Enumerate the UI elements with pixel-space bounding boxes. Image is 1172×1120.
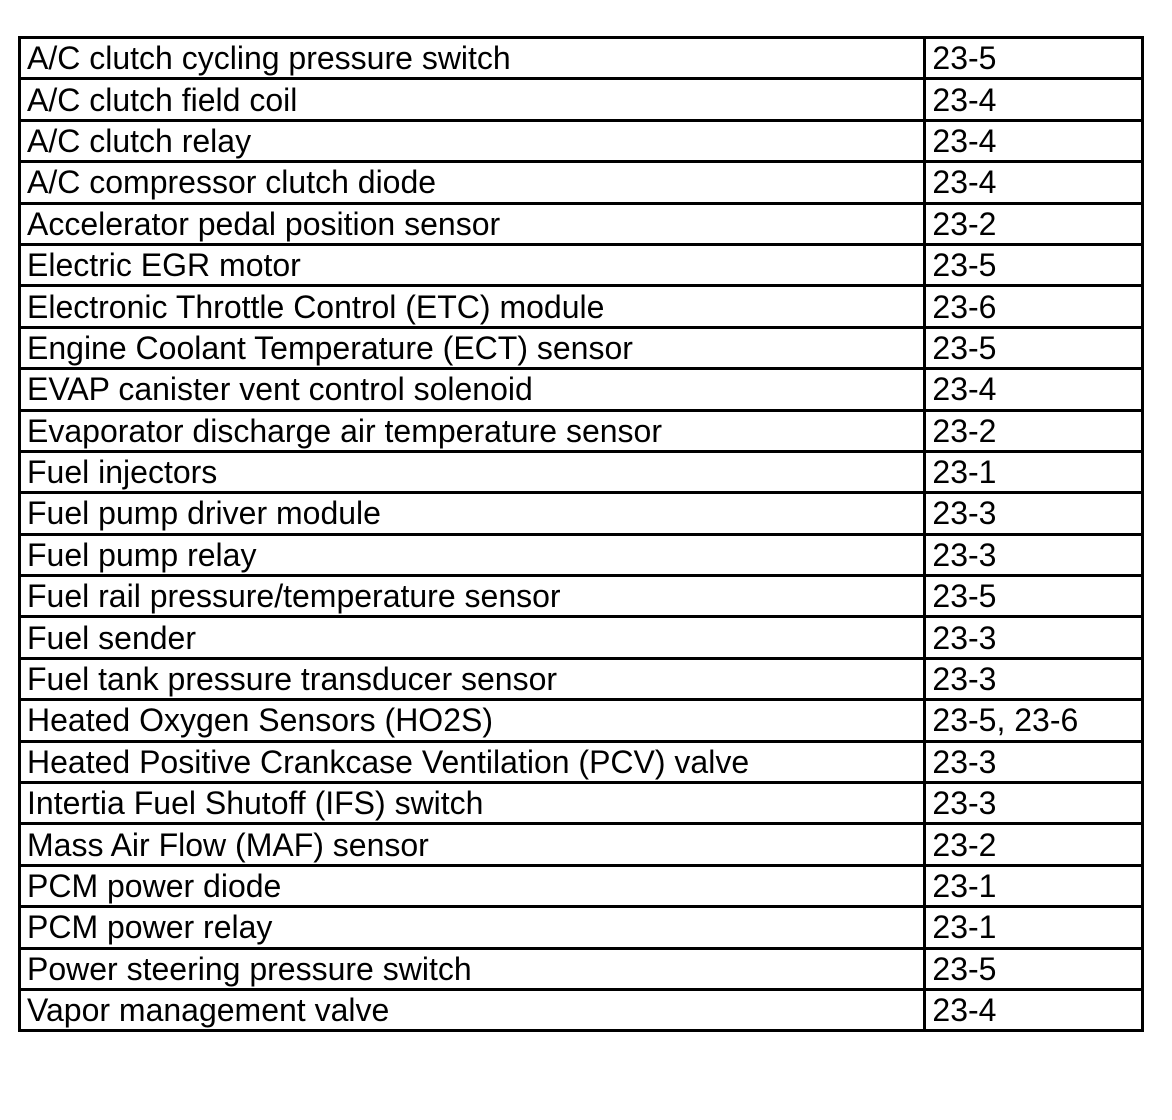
reference-cell: 23-4 (925, 369, 1143, 410)
table-row (20, 327, 1143, 368)
component-name-cell: Evaporator discharge air temperature sensor (20, 410, 925, 451)
reference-cell: 23-3 (925, 658, 1143, 699)
table-row (20, 741, 1143, 782)
component-name-cell: A/C compressor clutch diode (20, 162, 925, 203)
reference-cell: 23-4 (925, 120, 1143, 161)
table-row (20, 79, 1143, 120)
reference-cell: 23-3 (925, 783, 1143, 824)
reference-cell: 23-2 (925, 824, 1143, 865)
table-row (20, 700, 1143, 741)
reference-cell: 23-5 (925, 38, 1143, 79)
reference-cell: 23-4 (925, 162, 1143, 203)
reference-cell: 23-5, 23-6 (925, 700, 1143, 741)
reference-cell: 23-5 (925, 244, 1143, 285)
component-name-cell: Engine Coolant Temperature (ECT) sensor (20, 327, 925, 368)
table-row (20, 576, 1143, 617)
table-row (20, 244, 1143, 285)
component-name-cell: PCM power diode (20, 865, 925, 906)
component-name-cell: A/C clutch field coil (20, 79, 925, 120)
component-name-cell: Heated Oxygen Sensors (HO2S) (20, 700, 925, 741)
component-name-cell: Vapor management valve (20, 989, 925, 1030)
reference-cell: 23-4 (925, 989, 1143, 1030)
table-row (20, 493, 1143, 534)
table-row (20, 783, 1143, 824)
table-row (20, 907, 1143, 948)
component-name-cell: Fuel sender (20, 617, 925, 658)
table-row (20, 534, 1143, 575)
table-row (20, 658, 1143, 699)
component-name-cell: A/C clutch cycling pressure switch (20, 38, 925, 79)
reference-cell: 23-3 (925, 741, 1143, 782)
component-name-cell: Fuel injectors (20, 451, 925, 492)
table-row (20, 162, 1143, 203)
reference-cell: 23-3 (925, 493, 1143, 534)
table-row (20, 203, 1143, 244)
reference-cell: 23-5 (925, 327, 1143, 368)
component-reference-table (18, 36, 1144, 1032)
table-row (20, 824, 1143, 865)
component-name-cell: Heated Positive Crankcase Ventilation (PCV) valve (20, 741, 925, 782)
table-row (20, 369, 1143, 410)
component-name-cell: Power steering pressure switch (20, 948, 925, 989)
reference-cell: 23-3 (925, 617, 1143, 658)
table-body (20, 38, 1143, 1031)
reference-cell: 23-1 (925, 865, 1143, 906)
component-name-cell: Intertia Fuel Shutoff (IFS) switch (20, 783, 925, 824)
component-name-cell: Accelerator pedal position sensor (20, 203, 925, 244)
component-name-cell: EVAP canister vent control solenoid (20, 369, 925, 410)
reference-cell: 23-2 (925, 203, 1143, 244)
reference-cell: 23-6 (925, 286, 1143, 327)
table-row (20, 865, 1143, 906)
table-row (20, 451, 1143, 492)
table-row (20, 989, 1143, 1030)
component-name-cell: Electronic Throttle Control (ETC) module (20, 286, 925, 327)
reference-cell: 23-5 (925, 576, 1143, 617)
reference-cell: 23-1 (925, 907, 1143, 948)
table-row (20, 410, 1143, 451)
component-name-cell: A/C clutch relay (20, 120, 925, 161)
component-name-cell: PCM power relay (20, 907, 925, 948)
component-name-cell: Fuel tank pressure transducer sensor (20, 658, 925, 699)
reference-cell: 23-5 (925, 948, 1143, 989)
table-row (20, 38, 1143, 79)
component-name-cell: Fuel pump driver module (20, 493, 925, 534)
component-name-cell: Fuel pump relay (20, 534, 925, 575)
reference-cell: 23-2 (925, 410, 1143, 451)
reference-cell: 23-1 (925, 451, 1143, 492)
table-row (20, 948, 1143, 989)
reference-cell: 23-3 (925, 534, 1143, 575)
component-name-cell: Fuel rail pressure/temperature sensor (20, 576, 925, 617)
reference-cell: 23-4 (925, 79, 1143, 120)
component-name-cell: Mass Air Flow (MAF) sensor (20, 824, 925, 865)
table-row (20, 617, 1143, 658)
table-row (20, 286, 1143, 327)
component-name-cell: Electric EGR motor (20, 244, 925, 285)
table-row (20, 120, 1143, 161)
